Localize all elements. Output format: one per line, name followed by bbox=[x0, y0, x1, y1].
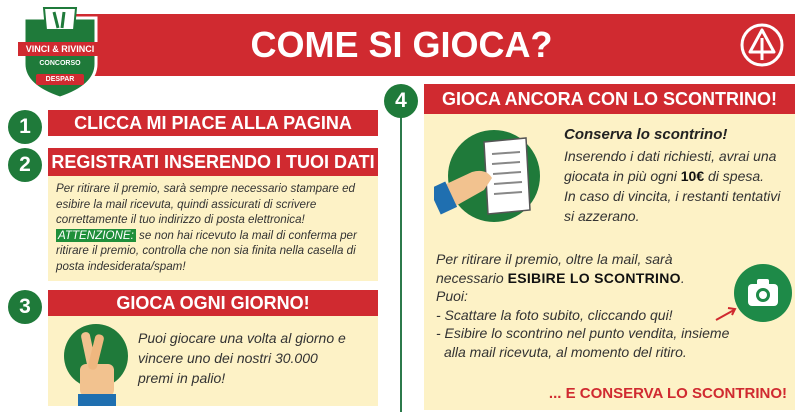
step4-instructions bbox=[436, 250, 736, 361]
keep-text-c: In caso di vincita, i restanti tentativi si azzerano. bbox=[564, 188, 781, 224]
keep-text-b: di spesa. bbox=[708, 168, 765, 184]
badge-title: VINCI & RIVINCI bbox=[25, 44, 95, 54]
step2-text-after: se non hai ricevuto la mail di conferma per ritirare il premio, controlla che non sia finita nella casella di posta indesiderata/spam! bbox=[56, 228, 357, 273]
step-number-4: 4 bbox=[384, 84, 418, 118]
show-in-store-option: - Esibire lo scontrino nel punto vendita, insieme alla mail ricevuta, al momento del ritiro. bbox=[436, 325, 730, 360]
keep-text-a: Inserendo i dati richiesti, avrai una giocata in più ogni bbox=[564, 148, 777, 184]
badge-subtitle: CONCORSO bbox=[39, 60, 81, 67]
badge-brand: DESPAR bbox=[45, 76, 75, 83]
keep-receipt-text bbox=[564, 146, 786, 226]
options-label: Puoi: bbox=[436, 288, 468, 304]
page-title: COME SI GIOCA? bbox=[250, 24, 553, 65]
camera-icon bbox=[734, 264, 792, 322]
step4-para-b: . bbox=[680, 269, 685, 286]
step4-panel bbox=[424, 114, 795, 410]
step2-panel bbox=[48, 176, 378, 281]
camera-button[interactable] bbox=[734, 264, 792, 322]
show-receipt-emphasis: ESIBIRE LO SCONTRINO bbox=[507, 269, 681, 286]
take-photo-link[interactable]: - Scattare la foto subito, cliccando qui! bbox=[436, 306, 673, 323]
step1-like-page-button[interactable]: CLICCA MI PIACE ALLA PAGINA bbox=[48, 110, 378, 136]
crossed-fingers-icon bbox=[60, 320, 132, 406]
step-number-2: 2 bbox=[8, 148, 42, 182]
step-number-1: 1 bbox=[8, 110, 42, 144]
step3-title: GIOCA OGNI GIORNO! bbox=[48, 290, 378, 316]
step2-title: REGISTRATI INSERENDO I TUOI DATI bbox=[48, 148, 378, 176]
vinci-rivinci-badge bbox=[16, 4, 104, 100]
step3-panel bbox=[48, 316, 378, 406]
step-number-3: 3 bbox=[8, 290, 42, 324]
step4-para-a: Per ritirare il premio, oltre la mail, sarà necessario bbox=[436, 251, 673, 286]
step3-text: Puoi giocare una volta al giorno e vincere uno dei nostri 30.000 premi in palio! bbox=[138, 330, 346, 386]
title-banner bbox=[68, 14, 795, 76]
spar-tree-icon bbox=[739, 22, 785, 68]
column-divider bbox=[400, 116, 402, 412]
keep-receipt-title: Conserva lo scontrino! bbox=[564, 126, 728, 143]
step2-text: Per ritirare il premio, sarà sempre necessario stampare ed esibire la mail ricevuta, quindi assicurati di scrivere correttamente il tuo indirizzo di posta elettronica! bbox=[56, 182, 355, 226]
receipt-hand-icon bbox=[434, 124, 546, 228]
step2-description bbox=[56, 181, 370, 274]
spend-amount: 10€ bbox=[680, 168, 705, 184]
attention-highlight: ATTENZIONE: bbox=[58, 228, 134, 242]
step4-title: GIOCA ANCORA CON LO SCONTRINO! bbox=[424, 84, 795, 114]
keep-receipt-footer: ... E CONSERVA LO SCONTRINO! bbox=[548, 385, 787, 402]
